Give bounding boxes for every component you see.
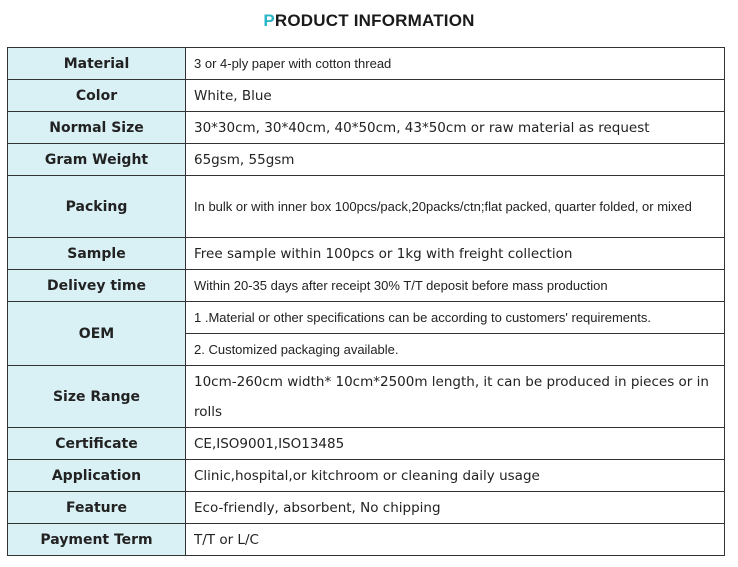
table-row [8,428,725,460]
row-label-material: Material [8,48,186,80]
row-value-size-range: 10cm-260cm width* 10cm*2500m length, it can be produced in pieces or in rolls [186,366,725,428]
row-label-sample: Sample [8,238,186,270]
row-value-packing: In bulk or with inner box 100pcs/pack,20packs/ctn;flat packed, quarter folded, or mixed [186,176,725,238]
row-value-sample: Free sample within 100pcs or 1kg with freight collection [186,238,725,270]
table-row [8,144,725,176]
table-row [8,176,725,238]
row-label-certificate: Certificate [8,428,186,460]
row-value-payment-term: T/T or L/C [186,524,725,556]
row-value-certificate: CE,ISO9001,ISO13485 [186,428,725,460]
table-row [8,524,725,556]
row-label-size-range: Size Range [8,366,186,428]
table-row [8,112,725,144]
title-rest: RODUCT INFORMATION [274,11,475,30]
table-row [8,366,725,428]
table-row [8,492,725,524]
row-label-feature: Feature [8,492,186,524]
row-label-payment-term: Payment Term [8,524,186,556]
table-row [8,460,725,492]
row-label-normal-size: Normal Size [8,112,186,144]
title-first-letter: P [263,11,275,30]
table-row [8,80,725,112]
row-value-feature: Eco-friendly, absorbent, No chipping [186,492,725,524]
table-row [8,238,725,270]
row-value-color: White, Blue [186,80,725,112]
table-row [8,48,725,80]
row-label-color: Color [8,80,186,112]
row-label-application: Application [8,460,186,492]
product-info-table [7,47,725,556]
row-value-application: Clinic,hospital,or kitchroom or cleaning daily usage [186,460,725,492]
row-value-delivery-time: Within 20-35 days after receipt 30% T/T deposit before mass production [186,270,725,302]
row-label-delivery-time: Delivey time [8,270,186,302]
table-row [8,302,725,334]
row-value-normal-size: 30*30cm, 30*40cm, 40*50cm, 43*50cm or raw material as request [186,112,725,144]
page-title [0,11,738,31]
row-value-gram-weight: 65gsm, 55gsm [186,144,725,176]
row-label-gram-weight: Gram Weight [8,144,186,176]
row-label-packing: Packing [8,176,186,238]
row-value-oem-2: 2. Customized packaging available. [186,334,725,366]
table-row [8,270,725,302]
row-label-oem: OEM [8,302,186,366]
row-value-material: 3 or 4-ply paper with cotton thread [186,48,725,80]
row-value-oem-1: 1 .Material or other specifications can be according to customers' requirements. [186,302,725,334]
